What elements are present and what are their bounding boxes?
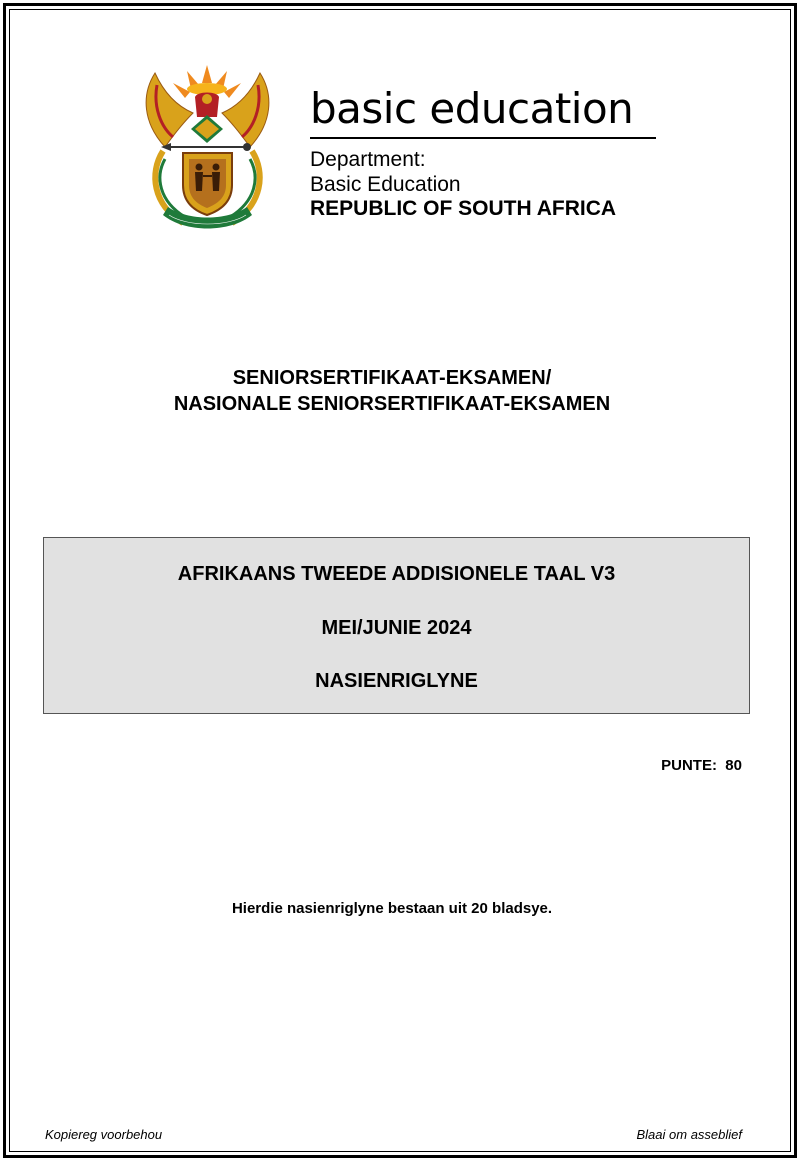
- country-name: REPUBLIC OF SOUTH AFRICA: [310, 197, 617, 220]
- document-type: NASIENRIGLYNE: [315, 670, 478, 692]
- coat-of-arms-icon: [135, 55, 280, 235]
- turn-over-footer: Blaai om asseblief: [636, 1127, 742, 1142]
- exam-session: MEI/JUNIE 2024: [321, 617, 472, 639]
- brand-wordmark: basic education: [310, 84, 634, 133]
- department-name: Basic Education: [310, 173, 461, 196]
- page-count-notice: Hierdie nasienriglyne bestaan uit 20 bladsye.: [231, 900, 553, 917]
- department-label: Department:: [310, 148, 426, 171]
- exam-title-line2: NASIONALE SENIORSERTIFIKAAT-EKSAMEN: [173, 393, 611, 415]
- brand-divider: [310, 137, 656, 139]
- subject-title-box: [43, 537, 750, 714]
- exam-title-line1: SENIORSERTIFIKAAT-EKSAMEN/: [232, 367, 552, 389]
- total-marks: PUNTE: 80: [661, 757, 742, 774]
- subject-title: AFRIKAANS TWEEDE ADDISIONELE TAAL V3: [177, 563, 616, 585]
- copyright-footer: Kopiereg voorbehou: [45, 1127, 163, 1142]
